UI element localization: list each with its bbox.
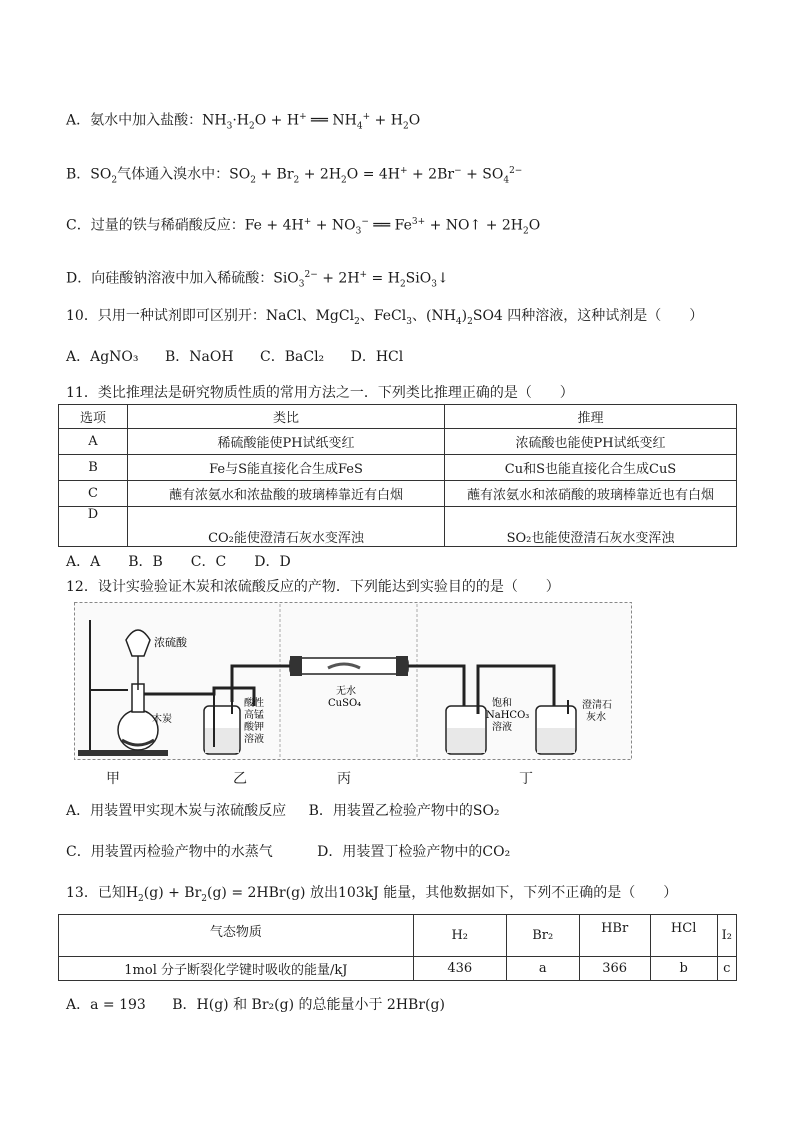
cell-energy-label: 1mol 分子断裂化学键时吸收的能量/kJ xyxy=(59,957,414,981)
cuso4-tube xyxy=(290,658,408,674)
label-apparatus-ding: 丁 xyxy=(519,771,533,787)
q9-a-label: A．氨水中加入盐酸： xyxy=(66,112,203,129)
row-analogy: CO₂能使澄清石灰水变浑浊 xyxy=(128,507,445,547)
label-kmno4: 酸钾 xyxy=(244,722,264,733)
label-limewater: 灰水 xyxy=(586,712,606,723)
row-analogy: 稀硫酸能使PH试纸变红 xyxy=(128,429,445,455)
header-analogy: 类比 xyxy=(128,405,445,429)
nahco3-solution xyxy=(447,728,485,753)
q11-answers: A．A B．B C．C D．D xyxy=(66,554,291,570)
label-kmno4: 溶液 xyxy=(244,734,264,745)
limewater-solution xyxy=(537,728,575,753)
q10-stem: 10．只用一种试剂即可区别开：NaCl、MgCl$_2$、FeCl$_3$、$(NH_4)_2SO4$ 四种溶液，这种试剂是（ ） xyxy=(66,308,704,327)
q10-option-c: C．BaCl₂ xyxy=(260,349,325,365)
q9-b-text: 气体通入溴水中： xyxy=(117,166,230,183)
cell-hcl: HCl xyxy=(650,915,717,957)
apparatus-figure xyxy=(74,602,632,760)
row-analogy: 蘸有浓氨水和浓盐酸的玻璃棒靠近有白烟 xyxy=(128,481,445,507)
q9-b-label: B． xyxy=(66,166,91,183)
label-nahco3: NaHCO₃ xyxy=(486,710,530,721)
q10-option-d: D．HCl xyxy=(350,349,404,365)
table-header-row xyxy=(59,405,737,429)
q13-options xyxy=(66,996,445,1014)
q12-option-d: D．用装置丁检验产物中的CO₂ xyxy=(317,844,511,860)
label-apparatus-yi: 乙 xyxy=(233,771,247,787)
q12-option-a: A．用装置甲实现木炭与浓硫酸反应 xyxy=(66,803,287,819)
table-row xyxy=(59,455,737,481)
label-apparatus-jia: 甲 xyxy=(106,771,120,787)
q9-option-d: D．向硅酸钠溶液中加入稀硫酸：$SiO_3^{2-} + 2H^+ = H_2SiO_3↓$ xyxy=(66,270,449,290)
table-row xyxy=(59,915,737,957)
label-kmno4: 高锰 xyxy=(244,710,264,721)
row-analogy: Fe与S能直接化合生成FeS xyxy=(128,455,445,481)
table-row xyxy=(59,957,737,981)
label-nahco3: 饱和 xyxy=(492,698,512,709)
q12-option-b: B．用装置乙检验产物中的SO₂ xyxy=(308,803,500,819)
q9-option-a: A．氨水中加入盐酸：$NH_3\cdot H_2O + H^+$ ══ $NH_4^+ + H_2O$ xyxy=(66,112,421,132)
stand-base xyxy=(78,750,168,756)
cell-value: 366 xyxy=(579,957,650,981)
label-carbon: 木炭 xyxy=(152,714,172,725)
q9-option-b: B．$SO_2$气体通入溴水中：$SO_2 + Br_2 + 2H_2O = 4H^+ + 2Br^- + SO_4^{2-}$ xyxy=(66,166,523,186)
row-option: A xyxy=(59,429,128,455)
row-inference: 蘸有浓氨水和浓硝酸的玻璃棒靠近也有白烟 xyxy=(445,481,737,507)
table-row xyxy=(59,507,737,547)
q11-stem: 11．类比推理法是研究物质性质的常用方法之一．下列类比推理正确的是（ ） xyxy=(66,385,574,401)
cell-substance-header: 气态物质 xyxy=(59,915,414,957)
row-inference: SO₂也能使澄清石灰水变浑浊 xyxy=(445,507,737,547)
cell-br2: Br₂ xyxy=(506,915,579,957)
q13-stem-post: 放出103kJ 能量，其他数据如下，下列不正确的是（ ） xyxy=(309,885,678,901)
cell-value: c xyxy=(717,957,736,981)
q13-option-a: A．a = 193 xyxy=(66,997,146,1013)
label-cuso4: 无水 xyxy=(336,686,356,697)
row-option: B xyxy=(59,455,128,481)
q10-stem-pre: 10．只用一种试剂即可区别开：NaCl、MgCl xyxy=(66,308,355,324)
q9-c-label: C．过量的铁与稀硝酸反应： xyxy=(66,217,245,234)
row-option: D xyxy=(59,507,128,547)
label-kmno4: 酸性 xyxy=(244,698,264,709)
cell-value: a xyxy=(506,957,579,981)
label-limewater: 澄清石 xyxy=(582,700,612,711)
q10-option-b: B．NaOH xyxy=(164,349,234,365)
row-option: C xyxy=(59,481,128,507)
cell-value: 436 xyxy=(413,957,506,981)
cell-value: b xyxy=(650,957,717,981)
q11-table xyxy=(58,404,737,547)
cell-hbr: HBr xyxy=(579,915,650,957)
q10-option-a: A．AgNO₃ xyxy=(66,349,139,365)
q13-table xyxy=(58,914,737,981)
label-cuso4: CuSO₄ xyxy=(328,698,362,709)
q12-option-c: C．用装置丙检验产物中的水蒸气 xyxy=(66,844,273,860)
label-apparatus-bing: 丙 xyxy=(337,771,351,787)
header-option: 选项 xyxy=(59,405,128,429)
q12-options-cd xyxy=(66,843,510,861)
row-inference: 浓硫酸也能使PH试纸变红 xyxy=(445,429,737,455)
q9-d-label: D．向硅酸钠溶液中加入稀硫酸： xyxy=(66,270,274,287)
q10-options xyxy=(66,348,425,366)
table-row xyxy=(59,429,737,455)
cell-h2: H₂ xyxy=(413,915,506,957)
q9-option-c: C．过量的铁与稀硝酸反应：$Fe + 4H^+ + NO_3^-$ ══ $Fe^{3+}$ + NO↑ + $2H_2O$ xyxy=(66,217,541,237)
label-nahco3: 溶液 xyxy=(492,722,512,733)
q13-option-b: B．H(g) 和 Br₂(g) 的总能量小于 2HBr(g) xyxy=(172,997,445,1013)
kmno4-solution xyxy=(205,728,239,753)
q10-stem-post: SO4 四种溶液，这种试剂是（ ） xyxy=(472,308,704,324)
cell-i2: I₂ xyxy=(717,915,736,957)
label-acid: 浓硫酸 xyxy=(154,636,187,649)
stopper-left xyxy=(290,656,302,676)
table-row xyxy=(59,481,737,507)
row-inference: Cu和S也能直接化合生成CuS xyxy=(445,455,737,481)
q12-options-ab xyxy=(66,802,500,820)
header-inference: 推理 xyxy=(445,405,737,429)
q12-stem: 12．设计实验验证木炭和浓硫酸反应的产物．下列能达到实验目的的是（ ） xyxy=(66,579,560,595)
q13-stem: 13．已知$H_2(g) + Br_2(g) = 2HBr(g)$ 放出103kJ 能量，其他数据如下，下列不正确的是（ ） xyxy=(66,885,678,904)
stopper-right xyxy=(396,656,408,676)
